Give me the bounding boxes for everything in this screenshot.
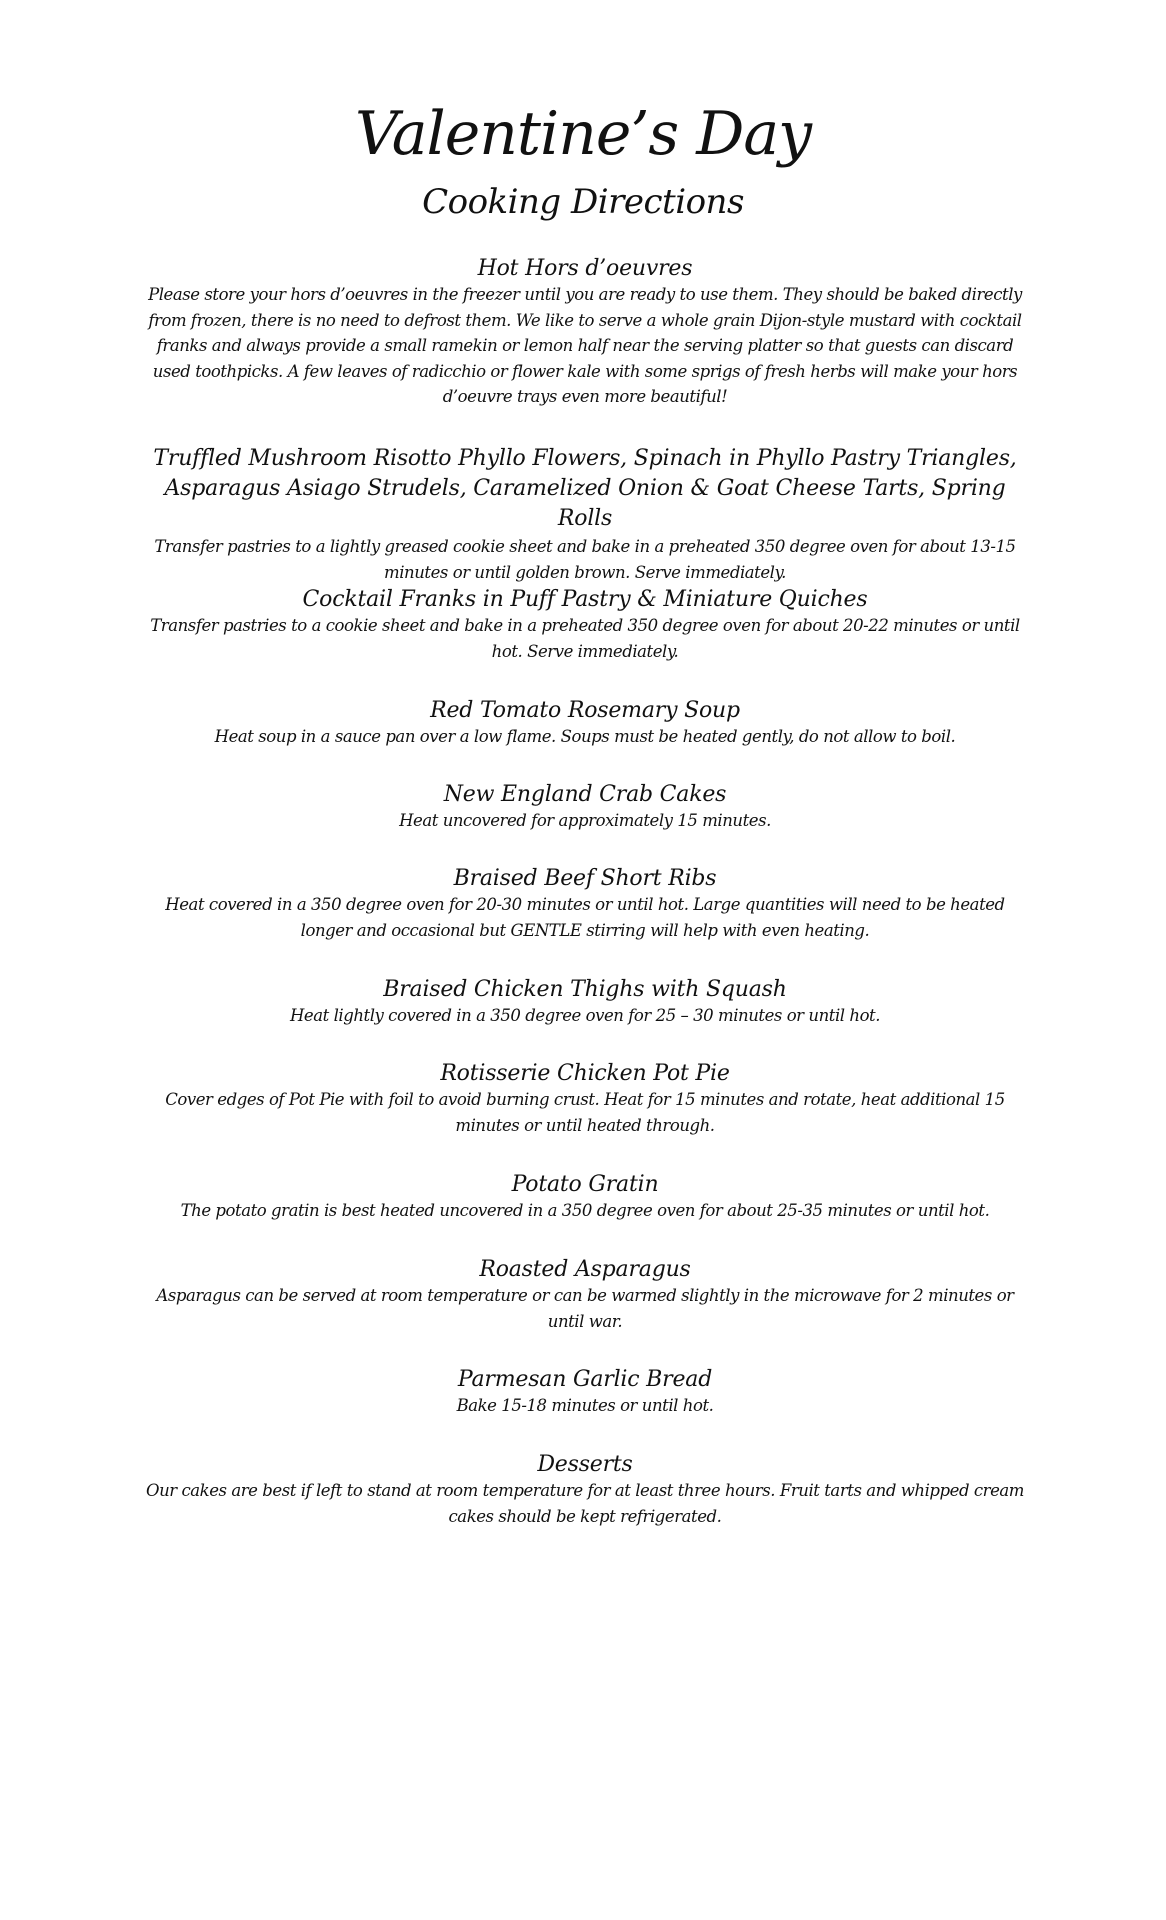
section-heading: Braised Chicken Thighs with Squash xyxy=(383,977,787,1002)
section-directions: Heat covered in a 350 degree oven for 20-30 minutes or until hot. Large quantities will need to be heated longer and occasional but GENTLE stirring will help with even heating. xyxy=(165,895,1005,940)
section-directions: The potato gratin is best heated uncovered in a 350 degree oven for about 25-35 minutes or until hot. xyxy=(180,1201,990,1220)
section-heading: Braised Beef Short Ribs xyxy=(453,866,717,891)
section-pastry-hors-doeuvres xyxy=(140,444,1030,585)
section-cocktail-franks-quiches xyxy=(140,586,1030,664)
section-desserts xyxy=(140,1451,1030,1529)
section-hot-hors-doeuvres xyxy=(140,255,1030,410)
section-heading: Desserts xyxy=(537,1452,633,1477)
section-heading: Rotisserie Chicken Pot Pie xyxy=(440,1061,730,1086)
section-heading: New England Crab Cakes xyxy=(443,782,727,807)
section-directions: Heat soup in a sauce pan over a low flame. Soups must be heated gently, do not allow to boil. xyxy=(214,727,956,746)
section-heading: Red Tomato Rosemary Soup xyxy=(430,698,740,723)
section-directions: Please store your hors d’oeuvres in the freezer until you are ready to use them. They should be baked directly from frozen, there is no need to defrost them. We like to serve a whole grain Dijon-style mustard with cocktail franks and always provide a small ramekin or lemon half near the serving platter so that guests can discard used toothpicks. A few leaves of radicchio or flower kale with some sprigs of fresh herbs will make your hors d’oeuvre trays even more beautiful! xyxy=(148,285,1022,406)
section-directions: Our cakes are best if left to stand at room temperature for at least three hours. Fruit tarts and whipped cream cakes should be kept refrigerated. xyxy=(146,1481,1024,1526)
section-directions: Heat uncovered for approximately 15 minutes. xyxy=(399,811,771,830)
section-directions: Transfer pastries to a lightly greased cookie sheet and bake in a preheated 350 degree oven for about 13-15 minutes or until golden brown. Serve immediately. xyxy=(154,537,1016,582)
section-heading: Cocktail Franks in Puff Pastry & Miniature Quiches xyxy=(302,587,868,612)
section-heading: Potato Gratin xyxy=(511,1172,659,1197)
section-short-ribs xyxy=(140,865,1030,943)
section-pot-pie xyxy=(140,1060,1030,1138)
section-heading: Hot Hors d’oeuvres xyxy=(477,256,693,281)
section-directions: Transfer pastries to a cookie sheet and bake in a preheated 350 degree oven for about 20-22 minutes or until hot. Serve immediately. xyxy=(150,616,1020,661)
section-directions: Cover edges of Pot Pie with foil to avoid burning crust. Heat for 15 minutes and rotate, heat additional 15 minutes or until heated through. xyxy=(165,1090,1005,1135)
section-heading: Truffled Mushroom Risotto Phyllo Flowers, Spinach in Phyllo Pastry Triangles, Asparagus Asiago Strudels, Caramelized Onion & Goat Cheese Tarts, Spring Rolls xyxy=(153,446,1017,531)
page-title: Valentine’s Day xyxy=(354,99,812,169)
section-chicken-thighs xyxy=(140,976,1030,1029)
section-directions: Bake 15-18 minutes or until hot. xyxy=(456,1396,714,1415)
section-garlic-bread xyxy=(140,1366,1030,1419)
section-roasted-asparagus xyxy=(140,1256,1030,1334)
section-directions: Heat lightly covered in a 350 degree oven for 25 – 30 minutes or until hot. xyxy=(289,1006,881,1025)
section-directions: Asparagus can be served at room temperature or can be warmed slightly in the microwave for 2 minutes or until war. xyxy=(156,1286,1014,1331)
section-crab-cakes xyxy=(140,781,1030,834)
section-potato-gratin xyxy=(140,1171,1030,1224)
section-heading: Parmesan Garlic Bread xyxy=(457,1367,713,1392)
page-subtitle: Cooking Directions xyxy=(422,182,744,222)
section-heading: Roasted Asparagus xyxy=(479,1257,691,1282)
section-red-tomato-soup xyxy=(140,697,1030,750)
